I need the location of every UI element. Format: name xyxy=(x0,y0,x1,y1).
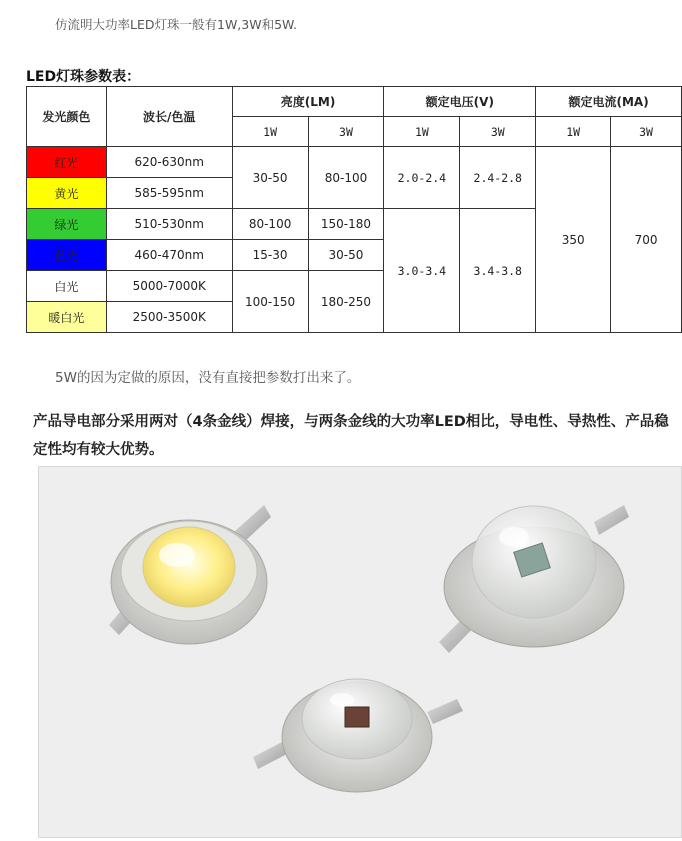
brightness-1w-cell: 15-30 xyxy=(232,240,308,271)
wavelength-cell: 460-470nm xyxy=(106,240,232,271)
color-cell-yellow: 黄光 xyxy=(27,178,107,209)
voltage-1w-cell: 3.0-3.4 xyxy=(384,209,460,333)
highlight-text: 产品导电部分采用两对（4条金线）焊接，与两条金线的大功率LED相比，导电性、导热性、产品稳定性均有较大优势。 xyxy=(33,414,669,458)
wavelength-cell: 510-530nm xyxy=(106,209,232,240)
led-beads-illustration xyxy=(39,467,682,839)
table-title: LED灯珠参数表： xyxy=(26,69,141,85)
header-voltage: 额定电压(V) xyxy=(384,87,536,117)
voltage-3w-cell: 2.4-2.8 xyxy=(460,147,536,209)
brightness-3w-cell: 30-50 xyxy=(308,240,384,271)
led-bead-photo xyxy=(38,466,682,838)
color-cell-green: 绿光 xyxy=(27,209,107,240)
note-text: 5W的因为定做的原因，没有直接把参数打出来了。 xyxy=(55,370,361,386)
subheader-brightness-3w: 3W xyxy=(308,117,384,147)
brightness-1w-cell: 100-150 xyxy=(232,271,308,333)
intro-text: 仿流明大功率LED灯珠一般有1W,3W和5W. xyxy=(55,17,297,32)
voltage-3w-cell: 3.4-3.8 xyxy=(460,209,536,333)
color-cell-warm-white: 暖白光 xyxy=(27,302,107,333)
wavelength-cell: 2500-3500K xyxy=(106,302,232,333)
brightness-1w-cell: 30-50 xyxy=(232,147,308,209)
voltage-1w-cell: 2.0-2.4 xyxy=(384,147,460,209)
led-bead-clear-dome xyxy=(439,505,629,653)
wavelength-cell: 585-595nm xyxy=(106,178,232,209)
color-cell-blue: 蓝光 xyxy=(27,240,107,271)
current-1w-cell: 350 xyxy=(536,147,611,333)
header-row xyxy=(27,87,682,117)
subheader-brightness-1w: 1W xyxy=(232,117,308,147)
led-bead-dark-chip xyxy=(253,679,463,792)
header-color: 发光颜色 xyxy=(27,87,107,147)
led-spec-table xyxy=(26,86,682,333)
subheader-current-3w: 3W xyxy=(611,117,682,147)
wavelength-cell: 620-630nm xyxy=(106,147,232,178)
wavelength-cell: 5000-7000K xyxy=(106,271,232,302)
color-cell-red: 红光 xyxy=(27,147,107,178)
header-brightness: 亮度(LM) xyxy=(232,87,384,117)
brightness-3w-cell: 80-100 xyxy=(308,147,384,209)
header-current: 额定电流(MA) xyxy=(536,87,682,117)
brightness-3w-cell: 150-180 xyxy=(308,209,384,240)
subheader-voltage-1w: 1W xyxy=(384,117,460,147)
current-3w-cell: 700 xyxy=(611,147,682,333)
brightness-3w-cell: 180-250 xyxy=(308,271,384,333)
brightness-1w-cell: 80-100 xyxy=(232,209,308,240)
table-row xyxy=(27,147,682,178)
subheader-current-1w: 1W xyxy=(536,117,611,147)
color-cell-white: 白光 xyxy=(27,271,107,302)
led-bead-yellow xyxy=(109,505,271,644)
header-wavelength: 波长/色温 xyxy=(106,87,232,147)
subheader-voltage-3w: 3W xyxy=(460,117,536,147)
